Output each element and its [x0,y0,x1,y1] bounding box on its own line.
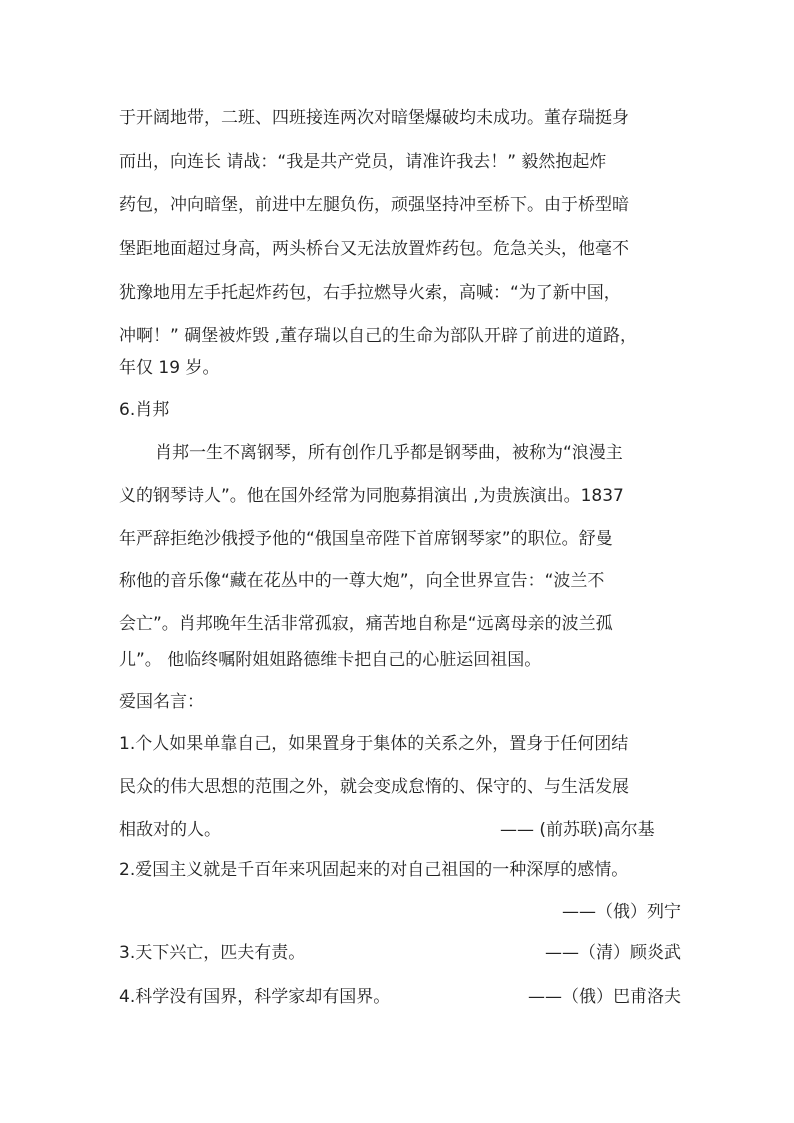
story-chopin-heading: 6.肖邦 [119,400,170,420]
quote-3-attribution: ——（清）顾炎武 [545,943,681,963]
quote-1-line-2: 民众的伟大思想的范围之外，就会变成怠惰的、保守的、与生活发展 [119,777,629,797]
quote-4-text: 4.科学没有国界，科学家却有国界。 [119,987,391,1007]
story-chopin-line-5: 会亡”。肖邦晚年生活非常孤寂，痛苦地自称是“远离母亲的波兰孤 [119,614,613,634]
quote-2-attribution: ——（俄）列宁 [562,902,681,922]
story-dong-line-1: 于开阔地带，二班、四班接连两次对暗堡爆破均未成功。董存瑞挺身 [119,108,629,128]
story-chopin-line-3: 年严辞拒绝沙俄授予他的“俄国皇帝陛下首席钢琴家”的职位。舒曼 [119,529,613,549]
story-chopin-line-6: 儿”。 他临终嘱附姐姐路德维卡把自己的心脏运回祖国。 [119,650,542,670]
story-chopin-line-1: 肖邦一生不离钢琴，所有创作几乎都是钢琴曲，被称为“浪漫主 [155,443,623,463]
story-dong-line-7: 年仅 19 岁。 [119,358,220,378]
story-dong-line-5: 犹豫地用左手托起炸药包，右手拉燃导火索，高喊：“为了新中国， [119,283,621,303]
quotes-heading: 爱国名言： [119,692,204,712]
story-chopin-line-2: 义的钢琴诗人”。他在国外经常为同胞募捐演出 ,为贵族演出。1837 [119,486,624,506]
quote-1-attribution: —— (前苏联)高尔基 [500,820,655,840]
quote-4-attribution: ——（俄）巴甫洛夫 [528,987,681,1007]
story-dong-line-6: 冲啊！” 碉堡被炸毁 ,董存瑞以自己的生命为部队开辟了前进的道路， [119,326,638,346]
quote-3-text: 3.天下兴亡，匹夫有责。 [119,943,306,963]
quote-1-line-3: 相敌对的人。 [119,820,221,840]
quote-2-text: 2.爱国主义就是千百年来巩固起来的对自己祖国的一种深厚的感情。 [119,860,629,880]
story-dong-line-2: 而出，向连长 请战：“我是共产党员，请准许我去！” 毅然抱起炸 [119,152,607,172]
story-dong-line-3: 药包，冲向暗堡，前进中左腿负伤，顽强坚持冲至桥下。由于桥型暗 [119,195,629,215]
story-chopin-line-4: 称他的音乐像“藏在花丛中的一尊大炮”，向全世界宣告：“波兰不 [119,571,605,591]
story-dong-line-4: 堡距地面超过身高，两头桥台又无法放置炸药包。危急关头，他毫不 [119,239,629,259]
quote-1-line-1: 1.个人如果单靠自己，如果置身于集体的关系之外，置身于任何团结 [119,734,629,754]
